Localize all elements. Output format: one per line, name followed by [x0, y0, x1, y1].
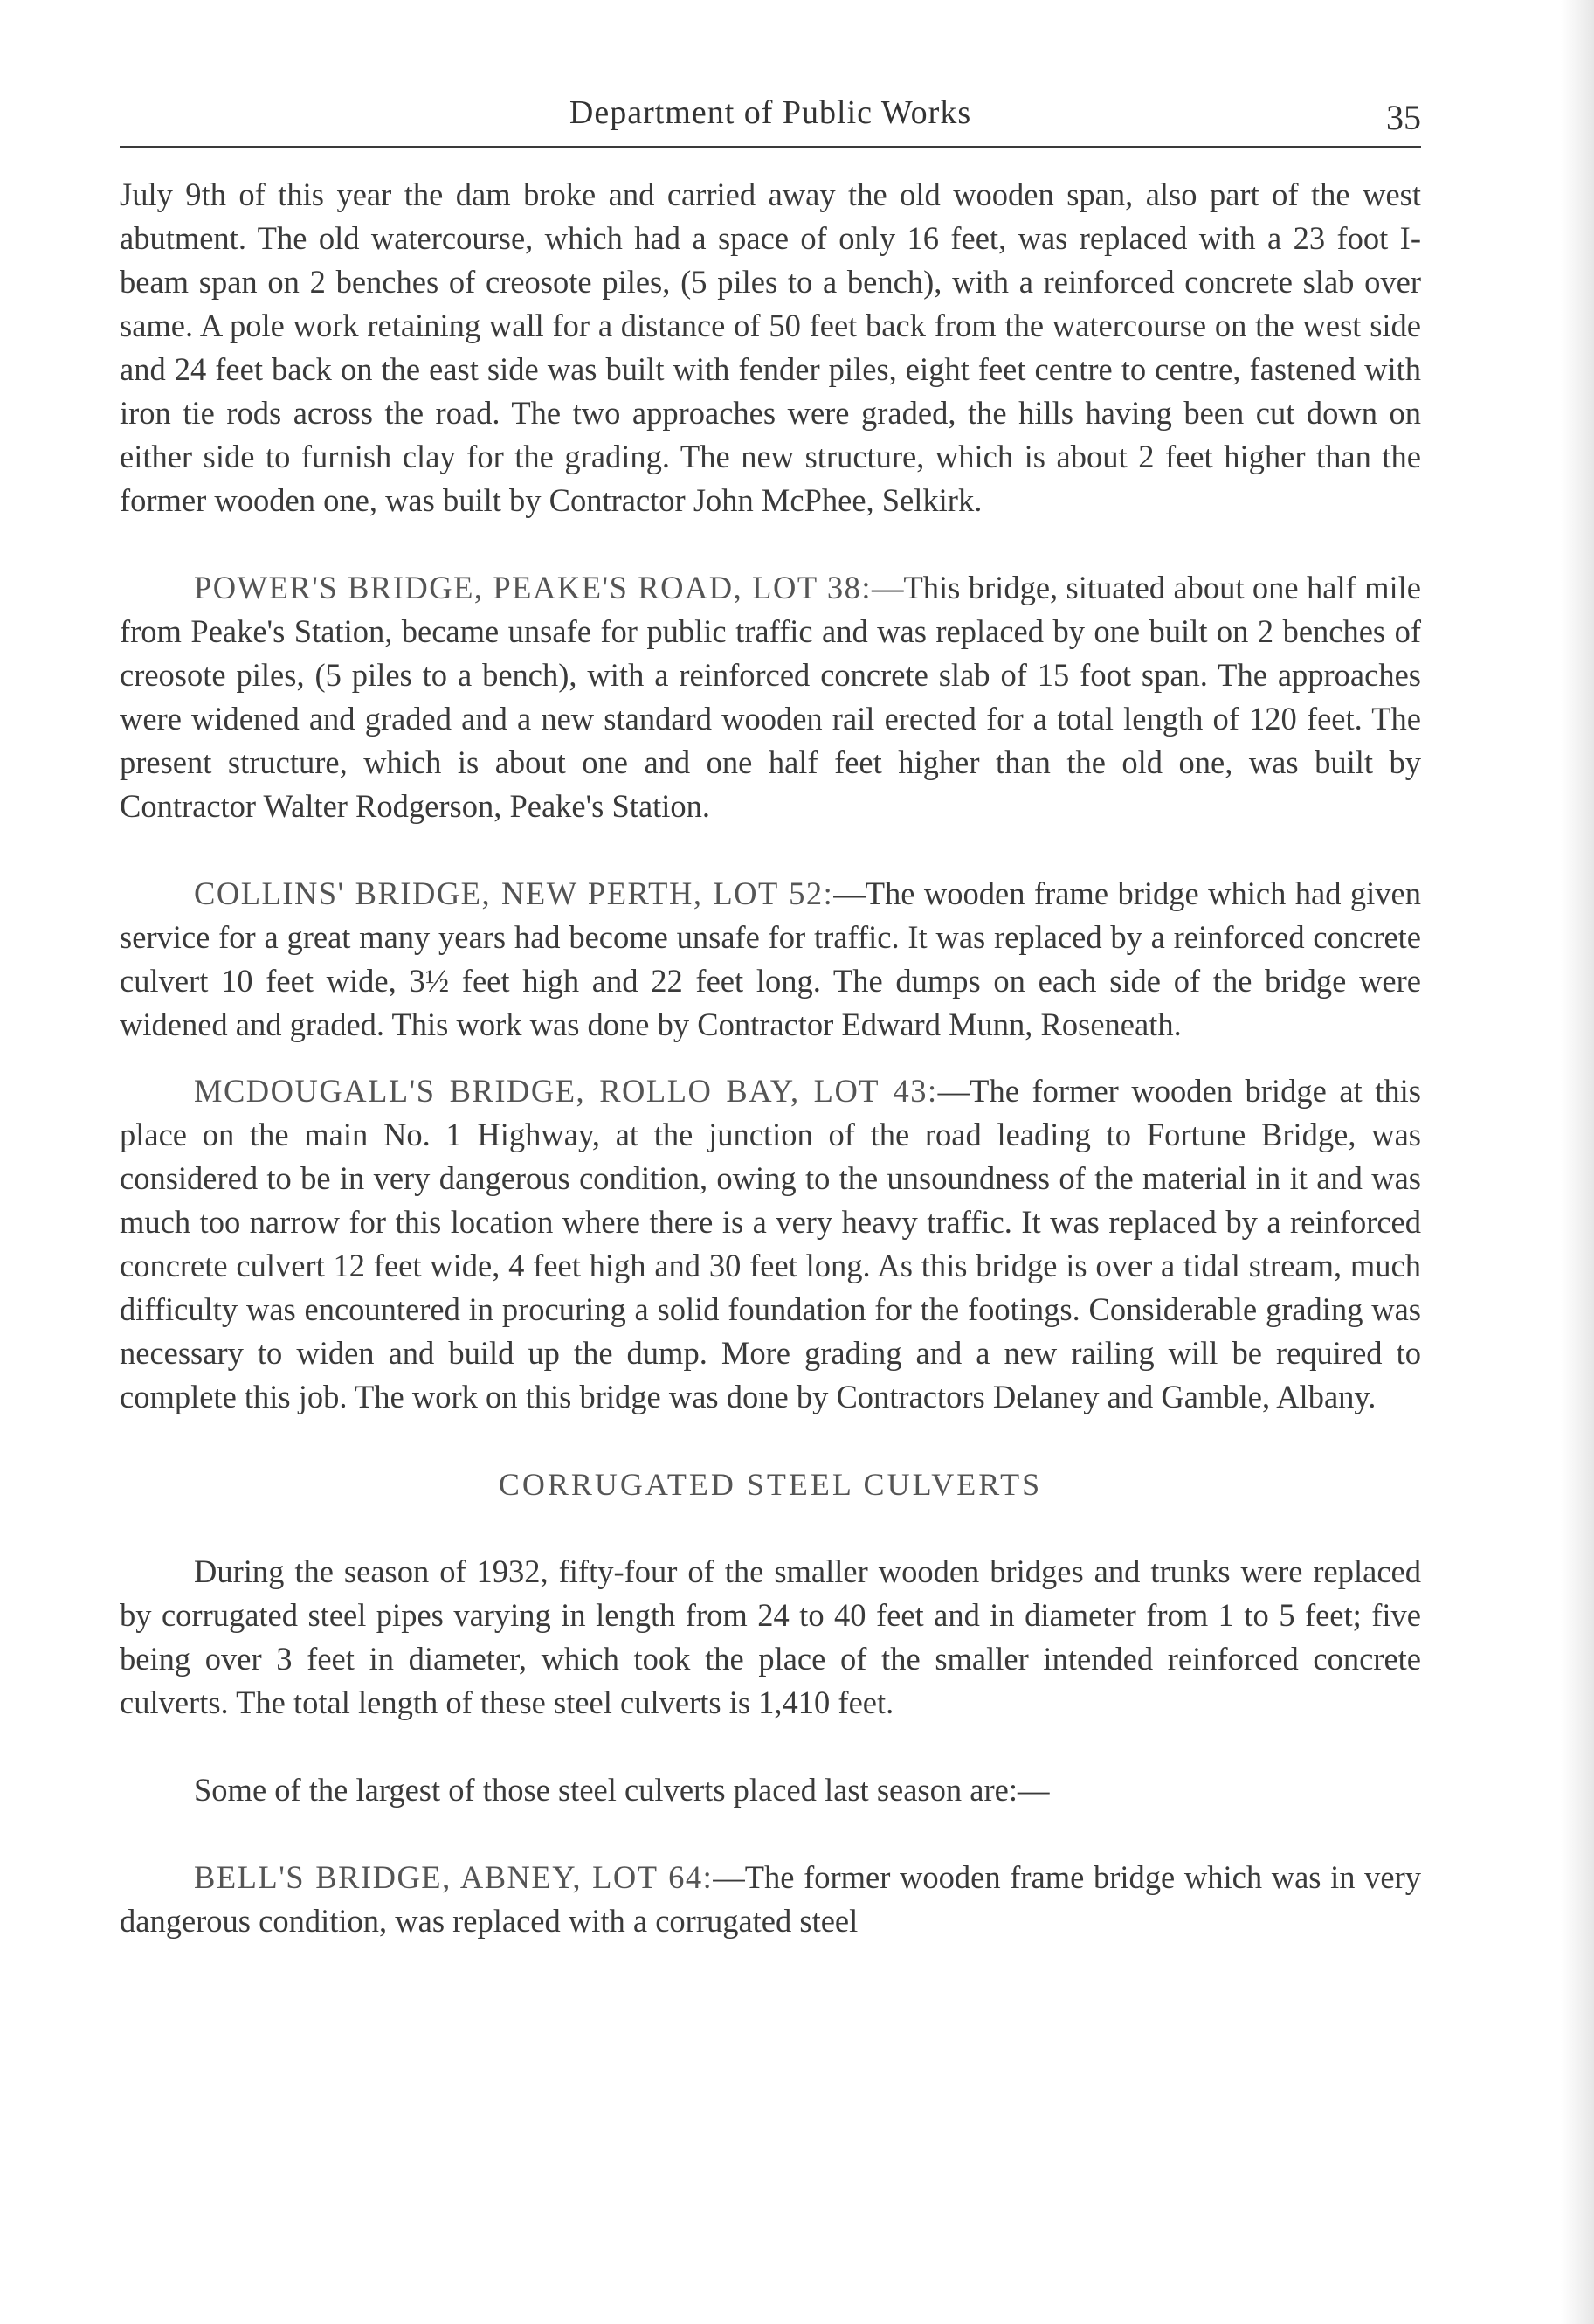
paragraph-gap: [120, 1725, 1421, 1768]
running-header: [120, 92, 1421, 148]
page-edge-shading: [1561, 0, 1594, 2324]
paragraph-gap: [120, 1812, 1421, 1856]
page-number: 35: [1386, 98, 1421, 137]
paragraph-text-bells-bridge: —The former wooden frame bridge which was in very dangerous condition, was replaced with a corrugated steel: [120, 1859, 1422, 1939]
paragraph-lead-powers-bridge: POWER'S BRIDGE, PEAKE'S ROAD, LOT 38:: [194, 570, 872, 605]
paragraph-lead-collins-bridge: COLLINS' BRIDGE, NEW PERTH, LOT 52:: [194, 875, 834, 911]
paragraph-lead-bells-bridge: BELL'S BRIDGE, ABNEY, LOT 64:: [194, 1859, 714, 1895]
paragraph-lead-mcdougalls-bridge: MCDOUGALL'S BRIDGE, ROLLO BAY, LOT 43:: [194, 1073, 938, 1109]
paragraph-text-powers-bridge: —This bridge, situated about one half mile from Peake's Station, became unsafe for public traffic and was replaced by one built on 2 benches of creosote piles, (5 piles to a bench), with a reinforced concrete slab of 15 foot span. The approaches were widened and graded and a new standard wooden rail erected for a total length of 120 feet. The present structure, which is about one and one half feet higher than the old one, was built by Contractor Walter Rodgerson, Peake's Station.: [120, 570, 1422, 824]
paragraph-continued: July 9th of this year the dam broke and carried away the old wooden span, also part of the west abutment. The old watercourse, which had a space of only 16 feet, was replaced with a 23 foot I-beam span on 2 benches of creosote piles, (5 piles to a bench), with a reinforced concrete slab over same. A pole work retaining wall for a distance of 50 feet back from the watercourse on the west side and 24 feet back on the east side was built with fender piles, eight feet centre to centre, fastened with iron tie rods across the road. The two approaches were graded, the hills having been cut down on either side to furnish clay for the grading. The new structure, which is about 2 feet higher than the former wooden one, was built by Contractor John McPhee, Selkirk.: [120, 176, 1421, 518]
paragraph-gap: [120, 1047, 1421, 1069]
paragraph-gap: [120, 828, 1421, 872]
section-gap: [120, 1419, 1421, 1463]
paragraph-steel-culverts: During the season of 1932, fifty-four of the smaller wooden bridges and trunks were replaced by corrugated steel pipes varying in length from 24 to 40 feet and in diameter from 1 to 5 feet; five being over 3 feet in diameter, which took the place of the smaller intended reinforced concrete culverts. The total length of these steel culverts is 1,410 feet.: [120, 1553, 1421, 1720]
paragraph-mcdougalls-bridge: [120, 1069, 1421, 1419]
paragraph-text-collins-bridge: —The wooden frame bridge which had given service for a great many years had become unsafe for traffic. It was replaced by a reinforced concrete culvert 10 feet wide, 3½ feet high and 22 feet long. The dumps on each side of the bridge were widened and graded. This work was done by Contractor Edward Munn, Roseneath.: [120, 875, 1421, 1042]
paragraph-powers-bridge: [120, 566, 1421, 828]
paragraph-bells-bridge: [120, 1856, 1421, 1943]
header-title: Department of Public Works: [569, 94, 972, 131]
paragraph-gap: [120, 522, 1421, 566]
paragraph-text-mcdougalls-bridge: —The former wooden bridge at this place on the main No. 1 Highway, at the junction of the road leading to Fortune Bridge, was considered to be in very dangerous condition, owing to the unsoundness of the material in it and was much too narrow for this location where there is a very heavy traffic. It was replaced by a reinforced concrete culvert 12 feet wide, 4 feet high and 30 feet long. As this bridge is over a tidal stream, much difficulty was encountered in procuring a solid foundation for the footings. Considerable grading was necessary to widen and build up the dump. More grading and a new railing will be required to complete this job. The work on this bridge was done by Contractors Delaney and Gamble, Albany.: [120, 1073, 1421, 1414]
paragraph-collins-bridge: [120, 872, 1421, 1047]
section-heading: CORRUGATED STEEL CULVERTS: [498, 1467, 1043, 1502]
document-body: [120, 173, 1421, 1943]
section-gap: [120, 1506, 1421, 1550]
paragraph-largest-culverts: Some of the largest of those steel culverts placed last season are:—: [194, 1772, 1050, 1808]
